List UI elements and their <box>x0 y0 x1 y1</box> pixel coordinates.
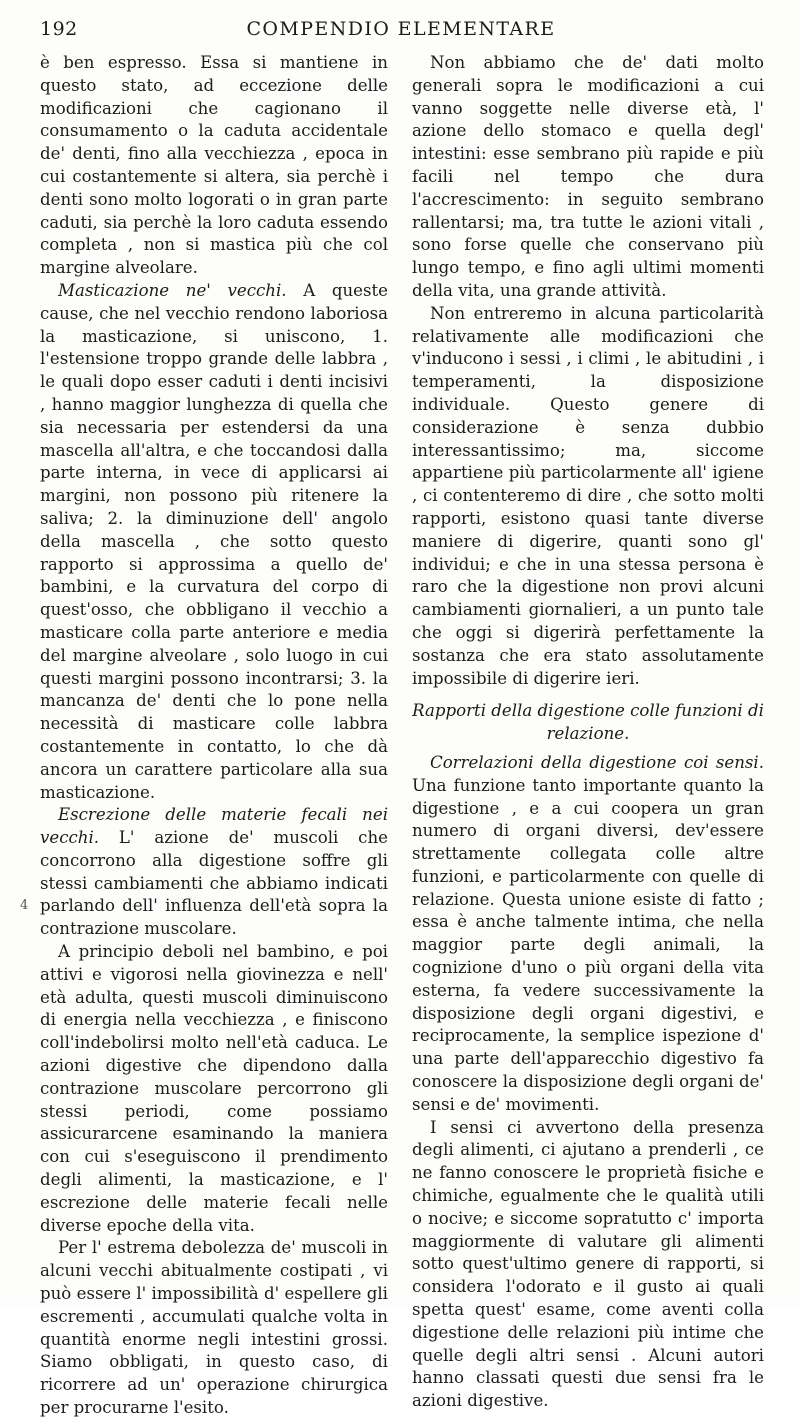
paragraph <box>412 752 764 1117</box>
paragraph: A principio deboli nel bambino, e poi attivi e vigorosi nella giovinezza e nell' età adulta, questi muscoli diminuiscono di energia nella vecchiezza , e finiscono coll'indebolirsi molto nell'età caduca. Le azioni digestive che dipendono dalla contrazione muscolare percorrono gli stessi periodi, come possiamo assicurarcene esaminando la maniera con cui s'eseguiscono il prendimento degli alimenti, la masticazione, e l' escrezione delle materie fecali nelle diverse epoche della vita. <box>40 942 388 1235</box>
left-column <box>40 52 388 1420</box>
paragraph-heading: Escrezione delle materie fecali nei vecchi. <box>40 805 388 848</box>
section-heading: Rapporti della digestione colle funzioni di relazione. <box>412 701 764 744</box>
paragraph <box>40 804 388 941</box>
paragraph-heading: Masticazione ne' vecchi. <box>58 280 287 300</box>
right-column <box>412 52 764 1413</box>
paragraph: Non entreremo in alcuna particolarità relativamente alle modificazioni che v'inducono i sessi , i climi , le abitudini , i temperamenti, la disposizione individuale. Questo genere di considerazione è senza dubbio interessantissimo; ma, siccome appartiene più particolarmente all' igiene , ci contenteremo di dire , che sotto molti rapporti, esistono quasi tante diverse maniere di digerire, quanti sono gl' individui; e che in una stessa persona è raro che la digestione non provi alcuni cambiamenti giornalieri, a un punto tale che oggi si digerirà perfettamente la sostanza che era stato assolutamente impossibile di digerire ieri. <box>412 303 764 688</box>
paragraph: Per l' estrema debolezza de' muscoli in alcuni vecchi abitualmente costipati , vi può essere l' impossibilità d' espellere gli escrementi , accumulati qualche volta in quantità enorme negli intestini grossi. Siamo obbligati, in questo caso, di ricorrere ad un' operazione chirurgica per procurarne l'esito. <box>40 1238 388 1418</box>
paragraph: è ben espresso. Essa si mantiene in questo stato, ad eccezione delle modificazioni che cagionano il consumamento o la caduta accidentale de' denti, fino alla vecchiezza , epoca in cui costantemente si altera, sia perchè i denti sono molto logorati o in gran parte caduti, sia perchè la loro caduta essendo completa , non si mastica più che col margine alveolare. <box>40 53 388 278</box>
margin-mark: 4 <box>20 898 29 913</box>
page-header <box>40 18 762 46</box>
paragraph-text: A queste cause, che nel vecchio rendono laboriosa la masticazione, si uniscono, 1. l'estensione troppo grande delle labbra , le quali dopo esser caduti i denti incisivi , hanno maggior lunghezza di quella che sia necessaria per estendersi da una mascella all'altra, e che toccandosi dalla parte interna, in vece di applicarsi ai margini, non possono più ritenere la saliva; 2. la diminuzione dell' angolo della mascella , che sotto questo rapporto si approssima a quello de' bambini, e la curvatura del corpo di quest'osso, che obbligano il vecchio a masticare colla parte anteriore e media del margine alveolare , solo luogo in cui questi margini possono incontrarsi; 3. la mancanza de' denti che lo pone nella necessità di masticare colle labbra costantemente in contatto, lo che dà ancora un carattere particolare alla sua masticazione. <box>40 280 389 802</box>
paragraph <box>40 280 388 804</box>
running-title: COMPENDIO ELEMENTARE <box>246 18 556 40</box>
page-number: 192 <box>40 18 78 40</box>
paragraph-text: L' azione de' muscoli che concorrono alla digestione soffre gli stessi cambiamenti che abbiamo indicati parlando dell' influenza dell'età sopra la contrazione muscolare. <box>40 828 388 939</box>
paragraph: Non abbiamo che de' dati molto generali sopra le modificazioni a cui vanno soggette nelle diverse età, l' azione dello stomaco e quella degl' intestini: esse sembrano più rapide e più facili nel tempo che dura l'accrescimento: in seguito sembrano rallentarsi; ma, tra tutte le azioni vitali , sono forse quelle che conservano più lungo tempo, e fino agli ultimi momenti della vita, una grande attività. <box>412 53 764 300</box>
paragraph-text: Una funzione tanto importante quanto la digestione , e a cui coopera un gran numero di organi diversi, dev'essere strettamente collegata colle altre funzioni, e particolarmente con quelle di relazione. Questa unione esiste di fatto ; essa è anche talmente intima, che nella maggior parte degli animali, la cognizione d'uno o più organi della vita esterna, fa vedere successivamente la disposizione degli organi digestivi, e reciprocamente, la semplice ispezione d' una parte dell'apparecchio digestivo fa conoscere la disposizione degli organi de' sensi e de' movimenti. <box>412 775 764 1114</box>
paragraph: I sensi ci avvertono della presenza degli alimenti, ci ajutano a prenderli , ce ne fanno conoscere le proprietà fisiche e chimiche, egualmente che le qualità utili o nocive; e siccome sopratutto c' importa maggiormente di valutare gli alimenti sotto quest'ultimo genere di rapporti, si considera l'odorato e il gusto ai quali spetta quest' esame, come aventi colla digestione delle relazioni più intime che quelle degli altri sensi . Alcuni autori hanno classati questi due sensi fra le azioni digestive. <box>412 1117 764 1411</box>
paragraph-heading: Correlazioni della digestione coi sensi. <box>430 752 764 772</box>
